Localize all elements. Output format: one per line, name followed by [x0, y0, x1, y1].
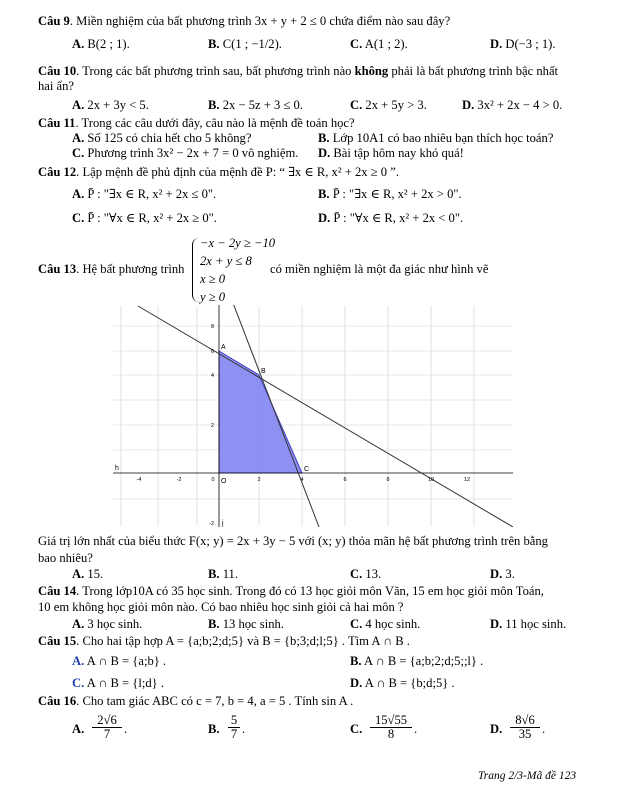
- q14-option-a: [72, 617, 142, 632]
- q15-c-label: C.: [72, 676, 85, 690]
- q14-option-d: [490, 617, 566, 632]
- q13-stem: [38, 262, 184, 277]
- point-b-label: B: [261, 368, 266, 375]
- q11-b-text: Lớp 10A1 có bao nhiêu bạn thích học toán?: [332, 131, 554, 145]
- q12-option-a: [72, 187, 216, 202]
- q13-option-d: [490, 567, 515, 582]
- q15-d-label: D.: [350, 676, 363, 690]
- q13-b-text: 11.: [222, 567, 238, 581]
- q13-c-text: 13.: [365, 567, 382, 581]
- q15-option-a: [72, 654, 166, 669]
- q9-c-label: C.: [350, 37, 363, 51]
- y-tick: 4: [210, 373, 214, 379]
- q9-d-label: D.: [490, 37, 503, 51]
- q13-b-label: B.: [208, 567, 220, 581]
- q9-text: . Miền nghiệm của bất phương trình 3x + y + 2 ≤ 0 chứa điểm nào sau đây?: [69, 14, 451, 28]
- q10-text2: phải là bất phương trình bậc nhất: [388, 64, 559, 78]
- q9-a-label: A.: [72, 37, 85, 51]
- q14-a-label: A.: [72, 617, 85, 631]
- q14-c-label: C.: [350, 617, 363, 631]
- q14-number: Câu 14: [38, 584, 77, 598]
- q10-stem-cont: hai ẩn?: [38, 79, 75, 93]
- q16-c-fraction: [370, 714, 412, 741]
- q10-option-d: [462, 98, 562, 113]
- q12-option-b: [318, 187, 462, 202]
- q12-option-d: [318, 211, 463, 226]
- q16-a-numerator: 2√6: [92, 714, 122, 728]
- q9-a-text: B(2 ; 1).: [87, 37, 130, 51]
- x-tick: 0: [211, 477, 215, 483]
- q13-c-label: C.: [350, 567, 363, 581]
- x-tick: 2: [257, 477, 261, 483]
- q11-option-d: [318, 146, 464, 161]
- q10-a-text: 2x + 3y < 5.: [87, 98, 149, 112]
- q11-b-label: B.: [318, 131, 330, 145]
- system-brace: [192, 238, 199, 302]
- q9-b-text: C(1 ; −1/2).: [222, 37, 282, 51]
- q10-option-a: [72, 98, 149, 113]
- q16-d-label: D.: [490, 722, 503, 736]
- q11-c-label: C.: [72, 146, 85, 160]
- q16-a-label: A.: [72, 722, 85, 736]
- q9-b-label: B.: [208, 37, 220, 51]
- q16-c-numerator: 15√55: [370, 714, 412, 728]
- q10-d-label: D.: [462, 98, 475, 112]
- x-tick: 12: [463, 477, 471, 483]
- q10-a-label: A.: [72, 98, 85, 112]
- q13-option-a: [72, 567, 103, 582]
- q12-d-label: D.: [318, 211, 331, 225]
- x-tick: -2: [176, 477, 182, 483]
- q15-b-text: A ∩ B = {a;b;2;d;5;;l} .: [364, 654, 484, 668]
- q15-text: . Cho hai tập hợp A = {a;b;2;d;5} và B = {b;3;d;l;5} . Tìm A ∩ B .: [76, 634, 410, 648]
- q13-a-text: 15.: [87, 567, 104, 581]
- q9-stem: [38, 14, 450, 29]
- q13-question-cont: bao nhiêu?: [38, 551, 93, 565]
- q10-c-label: C.: [350, 98, 363, 112]
- q13-option-b: [208, 567, 238, 582]
- q12-c-text: P̄ : "∀x ∈ R, x² + 2x ≥ 0".: [87, 211, 217, 225]
- q16-c-label: C.: [350, 722, 363, 736]
- q16-d-numerator: 8√6: [510, 714, 540, 728]
- q13-question: Giá trị lớn nhất của biểu thức F(x; y) = 2x + 3y − 5 với (x; y) thỏa mãn hệ bất phương trình trên bằng: [38, 534, 548, 548]
- q11-option-b: [318, 131, 553, 146]
- q16-b-denominator: 7: [230, 727, 238, 741]
- q15-stem: [38, 634, 410, 649]
- q14-d-text: 11 học sinh.: [505, 617, 567, 631]
- q13-ineq-2: 2x + y ≤ 8: [200, 254, 252, 268]
- q9-option-b: [208, 37, 282, 52]
- q10-c-text: 2x + 5y > 3.: [365, 98, 427, 112]
- q10-option-b: [208, 98, 303, 113]
- q11-d-label: D.: [318, 146, 331, 160]
- y-axis-label: j: [222, 520, 224, 527]
- q13-ineq-4: y ≥ 0: [200, 290, 226, 304]
- q12-a-text: P̄ : "∃x ∈ R, x² + 2x ≤ 0".: [87, 187, 217, 201]
- q16-d-fraction: [510, 714, 540, 741]
- q11-d-text: Bài tập hôm nay khó quá!: [333, 146, 464, 160]
- q9-number: Câu 9: [38, 14, 70, 28]
- q15-c-text: A ∩ B = {l;d} .: [86, 676, 164, 690]
- q10-option-c: [350, 98, 427, 113]
- q12-b-text: P̄ : "∃x ∈ R, x² + 2x > 0".: [332, 187, 462, 201]
- q10-stem: [38, 64, 558, 79]
- x-tick: 10: [427, 477, 435, 483]
- q15-number: Câu 15: [38, 634, 77, 648]
- q13-text: . Hệ bất phương trình: [76, 262, 185, 276]
- q14-option-b: [208, 617, 284, 632]
- q11-stem: [38, 116, 355, 131]
- line-x-plus-2y: [138, 306, 513, 527]
- page-footer: Trang 2/3-Mã đề 123: [478, 770, 577, 782]
- q14-b-label: B.: [208, 617, 220, 631]
- q11-option-a: [72, 131, 251, 146]
- q14-d-label: D.: [490, 617, 503, 631]
- q14-stem: [38, 584, 544, 599]
- y-tick: 2: [210, 423, 214, 429]
- q16-d-denominator: 35: [518, 727, 532, 741]
- point-a-label: A: [221, 344, 226, 351]
- y-tick: 6: [210, 349, 214, 355]
- q12-a-label: A.: [72, 187, 85, 201]
- q9-option-d: [490, 37, 556, 52]
- q12-d-text: P̄ : "∀x ∈ R, x² + 2x < 0".: [333, 211, 464, 225]
- feasible-region-graph: [113, 305, 513, 527]
- q16-b-label: B.: [208, 722, 220, 736]
- q14-c-text: 4 học sinh.: [365, 617, 421, 631]
- q10-bold: không: [354, 64, 389, 78]
- y-tick: -2: [209, 521, 214, 527]
- q9-option-c: [350, 37, 408, 52]
- q10-b-label: B.: [208, 98, 220, 112]
- q10-d-text: 3x² + 2x − 4 > 0.: [477, 98, 563, 112]
- q10-text1: . Trong các bất phương trình sau, bất phương trình nào: [76, 64, 355, 78]
- q12-b-label: B.: [318, 187, 330, 201]
- q16-b-numerator: 5: [228, 714, 240, 728]
- q9-option-a: [72, 37, 130, 52]
- q13-ineq-1: −x − 2y ≥ −10: [200, 236, 276, 250]
- q14-option-c: [350, 617, 420, 632]
- q11-a-text: Số 125 có chia hết cho 5 không?: [87, 131, 252, 145]
- q14-text1: . Trong lớp10A có 35 học sinh. Trong đó có 13 học giỏi môn Văn, 15 em học giỏi môn Toán,: [76, 584, 544, 598]
- q13-option-c: [350, 567, 381, 582]
- q9-d-text: D(−3 ; 1).: [505, 37, 556, 51]
- q14-a-text: 3 học sinh.: [87, 617, 143, 631]
- q13-d-label: D.: [490, 567, 503, 581]
- q12-stem: [38, 165, 399, 180]
- q16-b-fraction: [228, 714, 240, 741]
- q15-a-text: A ∩ B = {a;b} .: [86, 654, 167, 668]
- q15-b-label: B.: [350, 654, 362, 668]
- q14-b-text: 13 học sinh.: [222, 617, 284, 631]
- q12-option-c: [72, 211, 217, 226]
- q13-d-text: 3.: [505, 567, 515, 581]
- q11-c-text: Phương trình 3x² − 2x + 7 = 0 vô nghiệm.: [87, 146, 299, 160]
- q16-stem: [38, 694, 353, 709]
- point-c-label: C: [304, 466, 310, 473]
- x-tick: 6: [343, 477, 347, 483]
- q15-option-c: [72, 676, 164, 691]
- q13-a-label: A.: [72, 567, 85, 581]
- q13-ineq-3: x ≥ 0: [200, 272, 226, 286]
- q15-a-label: A.: [72, 654, 85, 668]
- q16-a-fraction: [92, 714, 122, 741]
- q15-option-b: [350, 654, 483, 669]
- q12-number: Câu 12: [38, 165, 77, 179]
- q14-stem-cont: 10 em không học giỏi môn nào. Có bao nhiêu học sinh giỏi cả hai môn ?: [38, 600, 404, 614]
- q15-option-d: [350, 676, 455, 691]
- x-tick: 8: [386, 477, 390, 483]
- q11-text: . Trong các câu dưới đây, câu nào là mệnh đề toán học?: [75, 116, 355, 130]
- x-tick: -4: [136, 477, 142, 483]
- q16-number: Câu 16: [38, 694, 77, 708]
- q15-d-text: A ∩ B = {b;d;5} .: [364, 676, 455, 690]
- q12-c-label: C.: [72, 211, 85, 225]
- q16-a-denominator: 7: [103, 727, 111, 741]
- origin-label: O: [221, 478, 227, 485]
- q10-b-text: 2x − 5z + 3 ≤ 0.: [222, 98, 303, 112]
- y-tick: 8: [210, 324, 214, 330]
- q11-option-c: [72, 146, 298, 161]
- q11-number: Câu 11: [38, 116, 76, 130]
- q10-number: Câu 10: [38, 64, 77, 78]
- q12-text: . Lập mệnh đề phủ định của mệnh đề P: “ ∃x ∈ R, x² + 2x ≥ 0 ”.: [76, 165, 399, 179]
- q13-number: Câu 13: [38, 262, 77, 276]
- q16-text: . Cho tam giác ABC có c = 7, b = 4, a = 5 . Tính sin A .: [76, 694, 354, 708]
- x-tick: 4: [300, 477, 304, 483]
- q9-c-text: A(1 ; 2).: [364, 37, 408, 51]
- q11-a-label: A.: [72, 131, 85, 145]
- x-axis-label: h: [115, 465, 119, 472]
- q16-c-denominator: 8: [387, 727, 395, 741]
- q13-tail: có miền nghiệm là một đa giác như hình vẽ: [270, 262, 489, 276]
